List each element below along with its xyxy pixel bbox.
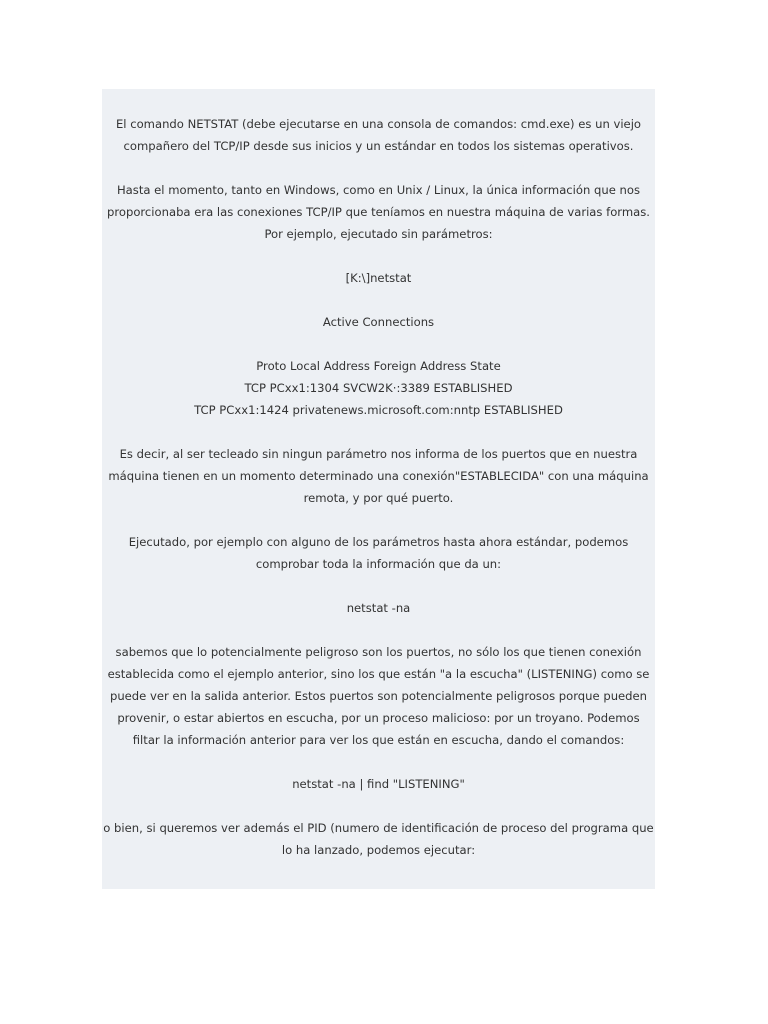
text-line: establecida como el ejemplo anterior, sino los que están "a la escucha" (LISTENING) como se [107, 667, 650, 681]
text-line: [K:\]netstat [345, 271, 412, 285]
text-line: o bien, si queremos ver además el PID (numero de identificación de proceso del programa que [103, 821, 654, 835]
paragraph-ports [102, 641, 655, 751]
text-line: TCP PCxx1:1304 SVCW2K·:3389 ESTABLISHED [244, 381, 513, 395]
document-page [102, 89, 655, 889]
text-line: TCP PCxx1:1424 privatenews.microsoft.com:nntp ESTABLISHED [194, 403, 563, 417]
command-netstat-na [102, 597, 655, 619]
text-line: Por ejemplo, ejecutado sin parámetros: [264, 227, 493, 241]
text-line: netstat -na [346, 601, 411, 615]
text-line: comprobar toda la información que da un: [255, 557, 502, 571]
paragraph-explanation [102, 443, 655, 509]
text-line: lo ha lanzado, podemos ejecutar: [281, 843, 476, 857]
text-line: Ejecutado, por ejemplo con alguno de los parámetros hasta ahora estándar, podemos [128, 535, 629, 549]
text-line: sabemos que lo potencialmente peligroso son los puertos, no sólo los que tienen conexión [115, 645, 642, 659]
paragraph-intro [102, 113, 655, 157]
text-line: máquina tienen en un momento determinado una conexión"ESTABLECIDA" con una máquina [108, 469, 649, 483]
text-line: Proto Local Address Foreign Address State [256, 359, 501, 373]
text-line: Active Connections [322, 315, 435, 329]
text-line: netstat -na | find "LISTENING" [292, 777, 465, 791]
text-line: Hasta el momento, tanto en Windows, como en Unix / Linux, la única información que nos [116, 183, 641, 197]
output-connections [102, 355, 655, 421]
text-line: proporcionaba era las conexiones TCP/IP que teníamos en nuestra máquina de varias formas. [107, 205, 650, 219]
output-heading [102, 311, 655, 333]
command-find-listening [102, 773, 655, 795]
paragraph-history [102, 179, 655, 245]
text-line: provenir, o estar abiertos en escucha, por un proceso malicioso: por un troyano. Podemos [117, 711, 640, 725]
text-line: puede ver en la salida anterior. Estos puertos son potencialmente peligrosos porque pueden [109, 689, 648, 703]
text-line: compañero del TCP/IP desde sus inicios y un estándar en todos los sistemas operativos. [123, 139, 634, 153]
text-line: remota, y por qué puerto. [303, 491, 454, 505]
text-line: filtar la información anterior para ver los que están en escucha, dando el comandos: [132, 733, 625, 747]
text-line: Es decir, al ser tecleado sin ningun parámetro nos informa de los puertos que en nuestra [119, 447, 638, 461]
paragraph-parameters [102, 531, 655, 575]
command-netstat [102, 267, 655, 289]
paragraph-pid [102, 817, 655, 861]
text-line: El comando NETSTAT (debe ejecutarse en una consola de comandos: cmd.exe) es un viejo [115, 117, 642, 131]
